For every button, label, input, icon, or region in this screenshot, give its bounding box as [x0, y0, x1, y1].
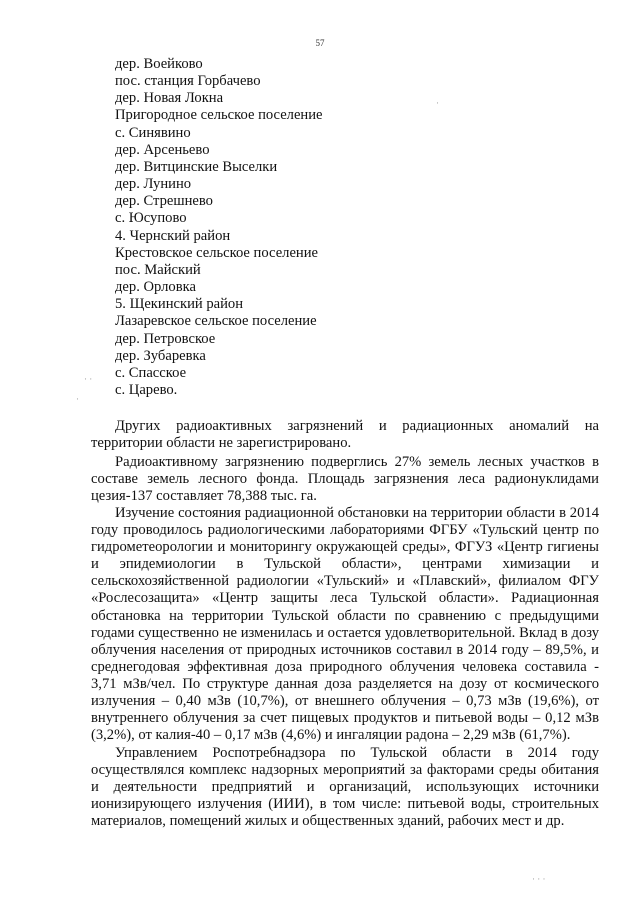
list-item: Пригородное сельское поселение — [115, 107, 323, 124]
list-item: дер. Зубаревка — [115, 347, 206, 364]
scan-dots: · — [76, 394, 79, 404]
list-item: дер. Витцинские Выселки — [115, 158, 278, 175]
paragraph-radiation-situation: Изучение состояния радиационной обстановки на территории области в 2014 году проводилось радиологическими лабораториями ФГБУ «Тульский центр по гидрометеорологии и мониторингу окружающей среды», ФГУЗ «Центр гигиены и эпидемиологии в Тульской области», центрами химизации и сельскохозяйственной радиологии «Тульский» и «Плавский», филиалом ФГУ «Рослесозащита» «Центр защиты леса Тульской области». Радиационная обстановка на территории Тульской области по сравнению с предыдущими годами существенно не изменилась и остается удовлетворительной. Вклад в дозу облучения населения от природных источников составил в 2014 году – 89,5%, и среднегодовая эффективная доза природного облучения человека составила - 3,71 мЗв/чел. По структуре данная доза разделяется на дозу от космического излучения – 0,40 мЗв (10,7%), от внешнего облучения – 0,73 мЗв (19,6%), от внутреннего облучения за счет пищевых продуктов и питьевой воды – 0,12 мЗв (3,2%), от калия-40 – 0,17 мЗв (4,6%) и ингаляции радона – 2,29 мЗв (61,7%). — [91, 505, 599, 744]
list-item: Крестовское сельское поселение — [115, 244, 319, 261]
scan-dots: · · — [84, 374, 93, 384]
paragraph-no-anomalies: Других радиоактивных загрязнений и радиационных аномалий на территории области не зарегистрировано. — [91, 418, 599, 452]
list-item: пос. станция Горбачево — [115, 73, 261, 90]
list-item: дер. Петровское — [115, 330, 216, 347]
list-item: дер. Орловка — [115, 279, 196, 296]
paragraph-forest-contamination: Радиоактивному загрязнению подверглись 27% земель лесных участков в составе земель лесного фонда. Площадь загрязнения леса радионуклидами цезия-137 составляет 78,388 тыс. га. — [91, 454, 599, 505]
settlement-list — [115, 56, 323, 399]
list-item: с. Юсупово — [115, 210, 187, 227]
list-item: с. Царево. — [115, 381, 178, 398]
list-item: с. Спасское — [115, 364, 187, 381]
list-item: Лазаревское сельское поселение — [115, 313, 317, 330]
paragraph-rospotrebnadzor: Управлением Роспотребнадзора по Тульской области в 2014 году осуществлялся комплекс надзорных мероприятий за факторами среды обитания и деятельности предприятий и организаций, использующих источники ионизирующего излучения (ИИИ), в том числе: питьевой воды, строительных материалов, помещений жилых и общественных зданий, рабочих мест и др. — [91, 745, 599, 830]
list-item: пос. Майский — [115, 261, 201, 278]
scan-dots: · — [436, 98, 439, 108]
list-item: с. Синявино — [115, 124, 191, 141]
list-item: дер. Лунино — [115, 176, 192, 193]
list-item: дер. Стрешнево — [115, 193, 213, 210]
list-item: 5. Щекинский район — [115, 296, 244, 313]
page-number: 57 — [315, 38, 325, 48]
list-item: дер. Новая Локна — [115, 90, 224, 107]
scan-dots: · · · — [532, 874, 546, 884]
list-item: дер. Воейково — [115, 56, 203, 72]
list-item: дер. Арсеньево — [115, 141, 210, 158]
list-item: 4. Чернский район — [115, 227, 231, 244]
